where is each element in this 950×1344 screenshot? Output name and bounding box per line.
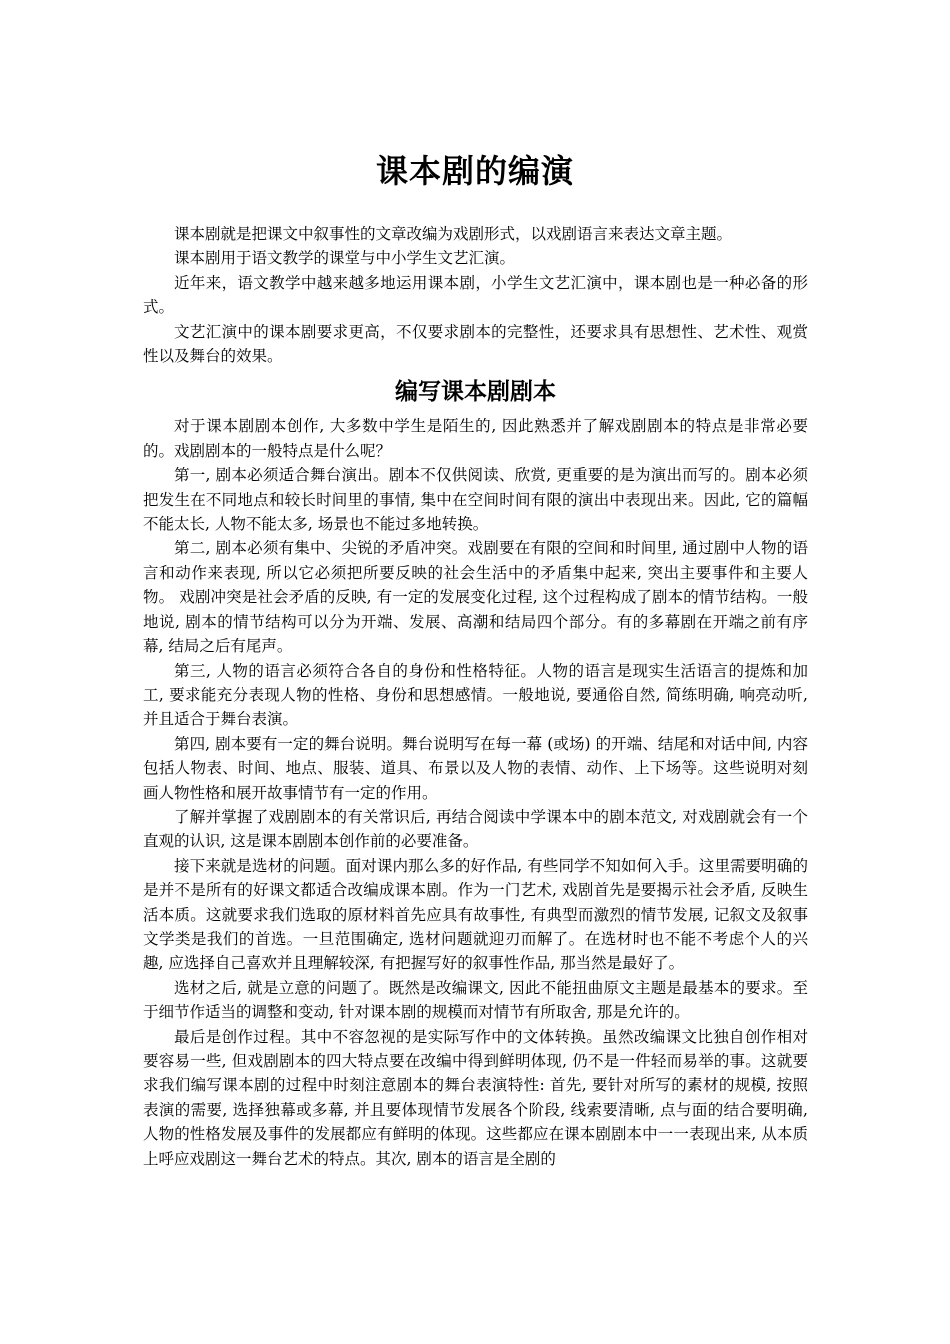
section-paragraph: 接下来就是选材的问题。面对课内那么多的好作品, 有些同学不知如何入手。这里需要明确的是并不是所有的好课文都适合改编成课本剧。作为一门艺术, 戏剧首先是要揭示社会矛盾, 反映生活本质。这就要求我们选取的原材料首先应具有故事性, 有典型而激烈的情节发展, 记叙文及叙事文学类是我们的首选。一旦范围确定, 选材问题就迎刃而解了。在选材时也不能不考虑个人的兴趣, 应选择自己喜欢并且理解较深, 有把握写好的叙事性作品, 那当然是最好了。 <box>143 856 808 973</box>
section-paragraph: 第四, 剧本要有一定的舞台说明。舞台说明写在每一幕 (或场) 的开端、结尾和对话中间, 内容包括人物表、时间、地点、服装、道具、布景以及人物的表情、动作、上下场等。这些说明对刻画人物性格和展开故事情节有一定的作用。 <box>143 734 808 802</box>
intro-paragraph: 课本剧就是把课文中叙事性的文章改编为戏剧形式，以戏剧语言来表达文章主题。 <box>174 225 733 243</box>
section-paragraph: 对于课本剧剧本创作, 大多数中学生是陌生的, 因此熟悉并了解戏剧剧本的特点是非常必要的。戏剧剧本的一般特点是什么呢？ <box>143 417 808 460</box>
section-heading: 编写课本剧剧本 <box>395 379 556 406</box>
section-paragraph: 选材之后, 就是立意的问题了。既然是改编课文, 因此不能扭曲原文主题是最基本的要求。至于细节作适当的调整和变动, 针对课本剧的规模而对情节有所取舍, 那是允许的。 <box>143 978 808 1022</box>
intro-paragraph: 近年来，语文教学中越来越多地运用课本剧，小学生文艺汇演中，课本剧也是一种必备的形式。 <box>143 273 808 317</box>
section-paragraph: 第一, 剧本必须适合舞台演出。剧本不仅供阅读、欣赏, 更重要的是为演出而写的。剧本必须把发生在不同地点和较长时间里的事情, 集中在空间时间有限的演出中表现出来。因此, 它的篇幅不能太长, 人物不能太多, 场景也不能过多地转换。 <box>143 466 808 534</box>
section-paragraph: 最后是创作过程。其中不容忽视的是实际写作中的文体转换。虽然改编课文比独自创作相对要容易一些, 但戏剧剧本的四大特点要在改编中得到鲜明体现, 仍不是一件轻而易举的事。这就要求我们编写课本剧的过程中时刻注意剧本的舞台表演特性: 首先, 要针对所写的素材的规模, 按照表演的需要, 选择独幕或多幕, 并且要体现情节发展各个阶段, 线索要清晰, 点与面的结合要明确, 人物的性格发展及事件的发展都应有鲜明的体现。这些都应在课本剧剧本中一一表现出来, 从本质上呼应戏剧这一舞台艺术的特点。其次, 剧本的语言是全剧的 <box>143 1027 808 1168</box>
document-title: 课本剧的编演 <box>375 152 574 191</box>
section-paragraph: 了解并掌握了戏剧剧本的有关常识后, 再结合阅读中学课本中的剧本范文, 对戏剧就会有一个直观的认识, 这是课本剧剧本创作前的必要准备。 <box>143 807 808 851</box>
intro-paragraph: 课本剧用于语文教学的课堂与中小学生文艺汇演。 <box>174 249 516 268</box>
section-paragraph: 第二, 剧本必须有集中、尖锐的矛盾冲突。戏剧要在有限的空间和时间里, 通过剧中人物的语言和动作来表现, 所以它必须把所要反映的社会生活中的矛盾集中起来, 突出主要事件和主要人物。 戏剧冲突是社会矛盾的反映, 有一定的发展变化过程, 这个过程构成了剧本的情节结构。一般地说, 剧本的情节结构可以分为开端、发展、高潮和结局四个部分。有的多幕剧在开端之前有序幕, 结局之后有尾声。 <box>143 539 808 656</box>
section-paragraph: 第三, 人物的语言必须符合各自的身份和性格特征。人物的语言是现实生活语言的提炼和加工, 要求能充分表现人物的性格、身份和思想感情。一般地说, 要通俗自然, 简练明确, 响亮动听, 并且适合于舞台表演。 <box>143 661 808 729</box>
intro-paragraph: 文艺汇演中的课本剧要求更高，不仅要求剧本的完整性，还要求具有思想性、艺术性、观赏性以及舞台的效果。 <box>143 322 808 366</box>
document-body <box>143 222 808 1171</box>
